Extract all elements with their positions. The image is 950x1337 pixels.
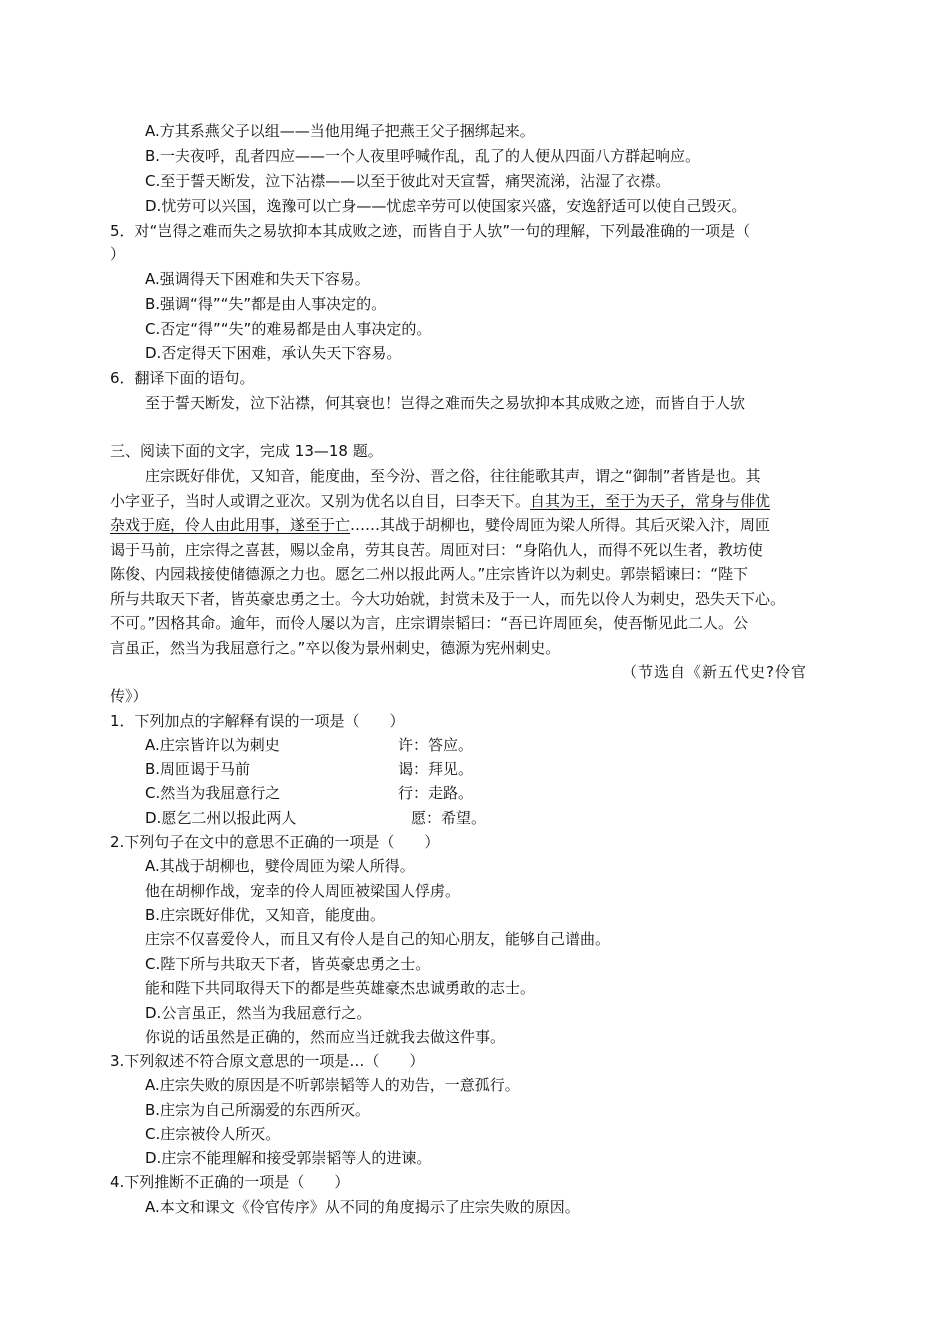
passage-line-3 xyxy=(110,515,770,535)
sq3-option-c: C.庄宗被伶人所灭。 xyxy=(145,1125,281,1143)
passage-line-7: 不可。”因格其命。逾年，而伶人屡以为言，庄宗谓崇韬曰：“吾已许周匝矣，使吾惭见此二人。公 xyxy=(110,614,749,632)
sq3-option-a: A.庄宗失败的原因是不听郭崇韬等人的劝告，一意孤行。 xyxy=(145,1076,520,1094)
sq2-translation-b: 庄宗不仅喜爱伶人，而且又有伶人是自己的知心朋友，能够自己谱曲。 xyxy=(145,930,611,948)
section3-title: 三、阅读下面的文字，完成 13—18 题。 xyxy=(110,442,383,460)
sq4-stem: 4.下列推断不正确的一项是（ ） xyxy=(110,1173,350,1191)
sq1-option-a: A.庄宗皆许以为刺史 xyxy=(145,736,280,754)
sq3-option-d: D.庄宗不能理解和接受郭崇韬等人的进谏。 xyxy=(145,1149,432,1167)
passage-line-5: 陈俊、内园栽接使储德源之力也。愿乞二州以报此两人。”庄宗皆许以为刺史。郭崇韬谏曰：“陛下 xyxy=(110,565,749,583)
q6-stem: 6．翻译下面的语句。 xyxy=(110,369,255,387)
passage-line-1: 庄宗既好俳优，又知音，能度曲，至今汾、晋之俗，往往能歌其声，谓之“御制”者皆是也。其 xyxy=(145,467,761,485)
sq1-option-c: C.然当为我屈意行之 xyxy=(145,784,281,802)
sq1-option-d: D.愿乞二州以报此两人 xyxy=(145,809,297,827)
q4-option-a: A.方其系燕父子以组——当他用绳子把燕王父子捆绑起来。 xyxy=(145,122,535,140)
passage-source: （节选自《新五代史?伶官 xyxy=(622,663,807,681)
sq1-gloss-a: 许：答应。 xyxy=(398,736,474,754)
q5-option-c: C.否定“得”“失”的难易都是由人事决定的。 xyxy=(145,320,432,338)
sq2-translation-a: 他在胡柳作战，宠幸的伶人周匝被梁国人俘虏。 xyxy=(145,882,461,900)
sq2-stem: 2.下列句子在文中的意思不正确的一项是（ ） xyxy=(110,833,440,851)
underlined-passage: 杂戏于庭，伶人由此用事，遂至于亡 xyxy=(110,516,351,534)
q4-option-d: D.忧劳可以兴国，逸豫可以亡身——忧虑辛劳可以使国家兴盛，安逸舒适可以使自己毁灭。 xyxy=(145,197,747,215)
sq1-gloss-b: 谒：拜见。 xyxy=(398,760,474,778)
sq1-stem: 1．下列加点的字解释有误的一项是（ ） xyxy=(110,712,405,730)
sq3-stem: 3.下列叙述不符合原文意思的一项是…（ ） xyxy=(110,1052,425,1070)
sq1-gloss-c: 行：走路。 xyxy=(398,784,474,802)
sq2-option-d: D.公言虽正，然当为我屈意行之。 xyxy=(145,1004,372,1022)
passage-line-2 xyxy=(110,491,770,511)
passage-source-end: 传》） xyxy=(110,687,148,705)
q5-stem: 5．对“岂得之难而失之易欤抑本其成败之迹，而皆自于人欤”一句的理解，下列最准确的一项是（ xyxy=(110,222,751,240)
sq2-option-b: B.庄宗既好俳优，又知音，能度曲。 xyxy=(145,906,386,924)
q6-sentence: 至于誓天断发，泣下沾襟，何其衰也！岂得之难而失之易欤抑本其成败之迹，而皆自于人欤 xyxy=(145,394,746,412)
q5-option-a: A.强调得天下困难和失天下容易。 xyxy=(145,270,370,288)
q5-option-d: D.否定得天下困难，承认失天下容易。 xyxy=(145,344,402,362)
sq4-option-a: A.本文和课文《伶官传序》从不同的角度揭示了庄宗失败的原因。 xyxy=(145,1198,580,1216)
q4-option-c: C.至于誓天断发，泣下沾襟——以至于彼此对天宣誓，痛哭流涕，沾湿了衣襟。 xyxy=(145,172,671,190)
sq1-option-b: B.周匝谒于马前 xyxy=(145,760,251,778)
sq2-option-c: C.陛下所与共取天下者，皆英豪忠勇之士。 xyxy=(145,955,431,973)
passage-line-8: 言虽正，然当为我屈意行之。”卒以俊为景州刺史，德源为宪州刺史。 xyxy=(110,639,561,657)
q5-option-b: B.强调“得”“失”都是由人事决定的。 xyxy=(145,295,387,313)
sq2-option-a: A.其战于胡柳也，嬖伶周匝为梁人所得。 xyxy=(145,857,415,875)
passage-line-6: 所与共取天下者，皆英豪忠勇之士。今大功始就，封赏未及于一人，而先以伶人为刺史，恐失天下心。 xyxy=(110,590,786,608)
passage-text: 小字亚子，当时人或谓之亚次。又别为优名以自目，曰李天下。 xyxy=(110,492,531,510)
underlined-passage: 自其为王，至于为天子，常身与俳优 xyxy=(530,492,771,510)
sq2-translation-d: 你说的话虽然是正确的，然而应当迁就我去做这件事。 xyxy=(145,1028,506,1046)
sq2-translation-c: 能和陛下共同取得天下的都是些英雄豪杰忠诚勇敢的志士。 xyxy=(145,979,536,997)
passage-text: ……其战于胡柳也，嬖伶周匝为梁人所得。其后灭梁入汴，周匝 xyxy=(350,516,771,534)
sq3-option-b: B.庄宗为自己所溺爱的东西所灭。 xyxy=(145,1101,371,1119)
sq1-gloss-d: 愿：希望。 xyxy=(411,809,487,827)
q5-stem-end: ） xyxy=(110,245,126,263)
passage-line-4: 谒于马前，庄宗得之喜甚，赐以金帛，劳其良苦。周匝对曰：“身陷仇人，而得不死以生者，教坊使 xyxy=(110,541,763,559)
q4-option-b: B.一夫夜呼，乱者四应——一个人夜里呼喊作乱，乱了的人便从四面八方群起响应。 xyxy=(145,147,701,165)
